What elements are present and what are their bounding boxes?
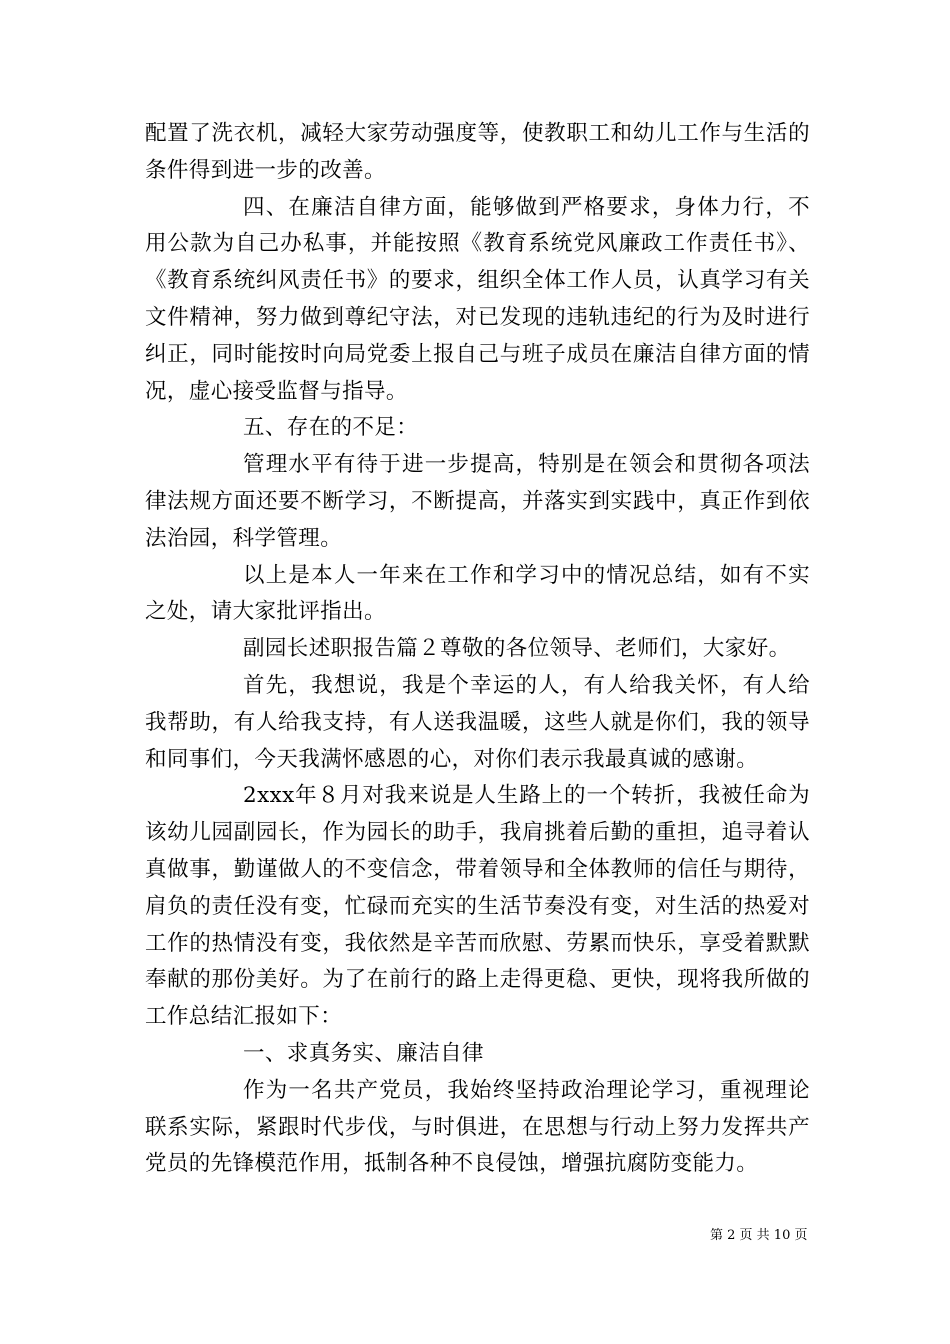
- document-body: [145, 116, 810, 1183]
- page-number: 第 2 页 共 10 页: [710, 1228, 808, 1243]
- paragraph: 首先，我想说，我是个幸运的人，有人给我关怀，有人给我帮助，有人给我支持，有人送我温暖，这些人就是你们，我的领导和同事们，今天我满怀感恩的心，对你们表示我最真诚的感谢。: [145, 672, 810, 772]
- paragraph: 四、在廉洁自律方面，能够做到严格要求，身体力行，不用公款为自己办私事，并能按照《教育系统党风廉政工作责任书》、《教育系统纠风责任书》的要求，组织全体工作人员，认真学习有关文件精神，努力做到尊纪守法，对已发现的违轨违纪的行为及时进行纠正，同时能按时向局党委上报自己与班子成员在廉洁自律方面的情况，虚心接受监督与指导。: [145, 194, 810, 404]
- paragraph: 配置了洗衣机，减轻大家劳动强度等，使教职工和幼儿工作与生活的条件得到进一步的改善。: [145, 121, 810, 183]
- section-heading: 五、存在的不足：: [243, 415, 419, 441]
- section-heading: 一、求真务实、廉洁自律: [243, 1040, 484, 1066]
- paragraph: 2xxx年８月对我来说是人生路上的一个转折，我被任命为该幼儿园副园长，作为园长的助手，我肩挑着后勤的重担，追寻着认真做事，勤谨做人的不变信念，带着领导和全体教师的信任与期待，肩负的责任没有变，忙碌而充实的生活节奏没有变，对生活的热爱对工作的热情没有变，我依然是辛苦而欣慰、劳累而快乐，享受着默默奉献的那份美好。为了在前行的路上走得更稳、更快，现将我所做的工作总结汇报如下：: [145, 783, 810, 1030]
- paragraph: 作为一名共产党员，我始终坚持政治理论学习，重视理论联系实际，紧跟时代步伐，与时俱进，在思想与行动上努力发挥共产党员的先锋模范作用，抵制各种不良侵蚀，增强抗腐防变能力。: [145, 1077, 810, 1177]
- paragraph: 管理水平有待于进一步提高，特别是在领会和贯彻各项法律法规方面还要不断学习，不断提高，并落实到实践中，真正作到依法治园，科学管理。: [145, 452, 810, 551]
- paragraph: 副园长述职报告篇２尊敬的各位领导、老师们，大家好。: [243, 636, 791, 662]
- paragraph: 以上是本人一年来在工作和学习中的情况总结，如有不实之处，请大家批评指出。: [145, 562, 810, 625]
